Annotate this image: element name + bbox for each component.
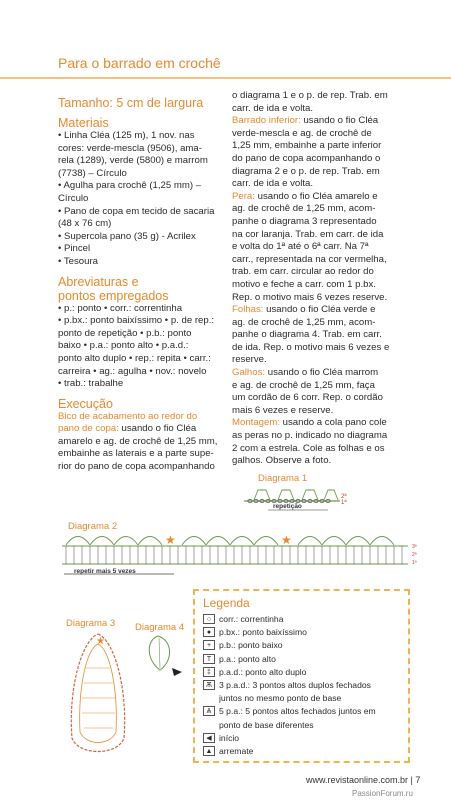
folhas-line: reserve. xyxy=(232,354,267,366)
size-heading: Tamanho: 5 cm de largura xyxy=(58,96,204,110)
pera-line: motivo e feche a carr. com 1 p.bx. xyxy=(232,278,376,290)
materials-item: Círculo xyxy=(58,192,89,204)
folhas-line: ag. de crochê de 1,25 mm, acom- xyxy=(232,316,376,328)
c2-line-2: carr. de ida e volta. xyxy=(232,102,314,114)
legend-symbol-icon: ‡ xyxy=(203,667,215,677)
abbrev-line: carreira • ag.: agulha • nov.: novelo xyxy=(58,365,207,377)
legend-title: Legenda xyxy=(203,596,250,610)
materials-item: • Linha Cléa (125 m), 1 nov. nas xyxy=(58,130,195,141)
legend-item xyxy=(203,627,307,638)
folhas-text xyxy=(232,317,398,367)
abbrev-line: • trab.: trabalhe xyxy=(58,378,124,390)
materials-item: (7738) – Círculo xyxy=(58,167,127,179)
legend-item xyxy=(203,706,376,717)
legend-symbol-icon: ○ xyxy=(203,614,215,624)
legend-text: p.a.: ponto alto xyxy=(219,653,276,664)
exec-line-2: amarelo e ag. de crochê de 1,25 mm, xyxy=(58,435,218,447)
diagram-2-rep-label: repetir mais 5 vezes xyxy=(74,568,136,575)
diagram-3 xyxy=(58,628,138,763)
barrado-line-1: Barrado inferior: usando o fio Cléa xyxy=(232,115,379,127)
svg-text:1ª: 1ª xyxy=(341,500,347,506)
legend-symbol-icon: ◀ xyxy=(203,733,215,743)
galhos-text xyxy=(232,380,398,418)
legend-symbol-icon: T xyxy=(203,654,215,664)
diagram-1 xyxy=(240,484,360,518)
footer-watermark: PassionForum.ru xyxy=(352,789,413,798)
folhas-line: de ida. Rep. o motivo mais 6 vezes e xyxy=(232,341,390,353)
legend-text: p.b.: ponto baixo xyxy=(219,640,283,651)
barrado-line: carr. de ida e volta. xyxy=(232,178,314,190)
exec-line-4: rior do pano de copa acompanhando xyxy=(58,461,215,473)
legend-symbol-icon xyxy=(203,693,215,703)
legend-text: corr.: correntinha xyxy=(219,614,284,624)
svg-text:1ª: 1ª xyxy=(412,560,417,566)
materials-item: • Tesoura xyxy=(58,255,98,267)
legend-text: 3 p.a.d.: 3 pontos altos duplos fechados xyxy=(219,680,371,690)
page-title: Para o barrado em crochê xyxy=(58,55,221,71)
montagem-text xyxy=(232,430,398,468)
legend-symbol-icon: Ѧ xyxy=(203,706,215,716)
legend-text: 5 p.a.: 5 pontos altos fechados juntos em xyxy=(219,706,376,717)
barrado-line: do pano de copa acompanhando o xyxy=(232,152,381,164)
galhos-line: mais 6 vezes e reserve. xyxy=(232,404,334,416)
galhos-line-1: Galhos: usando o fio Cléa marrom xyxy=(232,367,379,379)
legend-symbol-icon: ▲ xyxy=(203,746,215,756)
legend-item xyxy=(203,654,276,665)
pera-line: trab. em carr. circular ao redor do xyxy=(232,266,374,278)
legend-symbol-icon: + xyxy=(203,640,215,650)
svg-text:★: ★ xyxy=(165,533,176,547)
materials-item: • Pincel xyxy=(58,243,91,255)
diagram-1-rep-label: repetição xyxy=(273,503,302,510)
pera-line-1: Pera: usando o fio Cléa amarelo e xyxy=(232,190,378,202)
galhos-line: e ag. de crochê de 1,25 mm, faça xyxy=(232,379,375,391)
exec-sub-1: Bico de acabamento ao redor do xyxy=(58,410,198,422)
column-left xyxy=(58,92,228,474)
materials-list xyxy=(58,130,228,269)
materials-heading: Materiais xyxy=(58,116,109,130)
c2-line-1: o diagrama 1 e o p. de rep. Trab. em xyxy=(232,90,388,101)
materials-item: • Supercola pano (35 g) - Acrilex xyxy=(58,230,196,242)
barrado-line: diagrama 2 e o p. de rep. Trab. em xyxy=(232,165,380,177)
legend-symbol-icon xyxy=(203,720,215,730)
legend-box xyxy=(193,589,410,763)
legend-symbol-icon: Ѫ xyxy=(203,680,215,690)
svg-text:2ª: 2ª xyxy=(412,552,417,558)
folhas-line-1: Folhas: usando o fio Cléa verde e xyxy=(232,304,376,316)
legend-text: p.bx.: ponto baixíssimo xyxy=(219,627,307,638)
legend-item xyxy=(203,680,371,691)
diagram-3-label: Diagrama 3 xyxy=(66,618,116,629)
legend-text: início xyxy=(219,732,240,743)
montagem-line: as peras no p. indicado no diagrama xyxy=(232,430,388,442)
diagram-2-label: Diagrama 2 xyxy=(68,521,118,532)
diagram-4 xyxy=(138,632,188,677)
abbrev-line: • p.bx.: ponto baixíssimo • p. de rep.: xyxy=(58,315,215,327)
footer-url[interactable]: www.revistaonline.com.br | 7 xyxy=(306,775,421,785)
execution-heading: Execução xyxy=(58,396,113,411)
pera-line: Rep. o motivo mais 6 vezes reserve. xyxy=(232,291,388,303)
svg-text:3ª: 3ª xyxy=(412,544,417,550)
legend-item xyxy=(203,720,314,731)
montagem-line-1: Montagem: usando a cola pano cole xyxy=(232,417,387,429)
svg-text:★: ★ xyxy=(281,533,292,547)
materials-item: • Agulha para crochê (1,25 mm) – xyxy=(58,180,202,192)
column-right xyxy=(232,90,398,468)
diagram-1-label: Diagrama 1 xyxy=(258,473,308,484)
materials-item: cores: verde-mescla (9506), ama- xyxy=(58,142,202,154)
diagram-4-label: Diagrama 4 xyxy=(135,622,185,633)
barrado-text xyxy=(232,128,398,191)
svg-text:★: ★ xyxy=(96,636,105,647)
svg-text:2ª: 2ª xyxy=(341,494,347,500)
pera-line: panhe o diagrama 3 representado xyxy=(232,215,377,227)
abbrev-heading-1: Abreviaturas e xyxy=(58,274,139,289)
legend-text: juntos no mesmo ponto de base xyxy=(219,693,342,704)
abbrev-line: ponto de repetição • p.b.: ponto xyxy=(58,327,192,339)
legend-item xyxy=(203,640,283,651)
abbrev-line: • p.: ponto • corr.: correntinha xyxy=(58,302,183,314)
abbrev-line: baixo • p.a.: ponto alto • p.a.d.: xyxy=(58,340,189,352)
legend-symbol-icon: ● xyxy=(203,627,215,637)
legend-text: arremate xyxy=(219,746,254,756)
barrado-line: 1,25 mm, embainhe a parte inferior xyxy=(232,140,382,152)
materials-item: rela (1289), verde (5800) e marrom xyxy=(58,155,208,167)
folhas-line: panhe o diagrama 4. Trab. em carr. xyxy=(232,329,382,341)
pera-line: na cor laranja. Trab. em carr. de ida xyxy=(232,228,384,240)
montagem-line: galhos. Observe a foto. xyxy=(232,455,332,467)
pera-line: carr., representada na cor vermelha, xyxy=(232,253,387,265)
exec-line-3: embainhe as laterais e a parte supe- xyxy=(58,448,214,460)
legend-item xyxy=(203,693,341,704)
legend-item xyxy=(203,614,283,625)
barrado-line: verde-mescla e ag. de crochê de xyxy=(232,127,372,139)
abbrev-list xyxy=(58,303,228,391)
legend-item xyxy=(203,667,306,678)
exec-line-1: pano de copa: usando o fio Cléa xyxy=(58,423,197,435)
legend-item xyxy=(203,733,239,744)
abbrev-heading-2: pontos empregados xyxy=(58,288,169,303)
legend-item xyxy=(203,746,253,757)
pera-text xyxy=(232,203,398,304)
header-rule xyxy=(0,77,451,79)
materials-item: (48 x 76 cm) xyxy=(58,218,112,230)
abbrev-line: ponto alto duplo • rep.: repita • carr.: xyxy=(58,352,211,364)
materials-item: • Pano de copa em tecido de sacaria xyxy=(58,205,215,217)
legend-text: ponto de base diferentes xyxy=(219,719,314,730)
pera-line: e volta do 1ª até o 6ª carr. Na 7ª xyxy=(232,241,369,253)
legend-text: p.a.d.: ponto alto duplo xyxy=(219,666,307,677)
galhos-line: um cordão de 6 corr. Rep. o cordão xyxy=(232,392,383,404)
montagem-line: 2 com a estrela. Cole as folhas e os xyxy=(232,442,385,454)
pera-line: ag. de crochê de 1,25 mm, acom- xyxy=(232,203,376,215)
